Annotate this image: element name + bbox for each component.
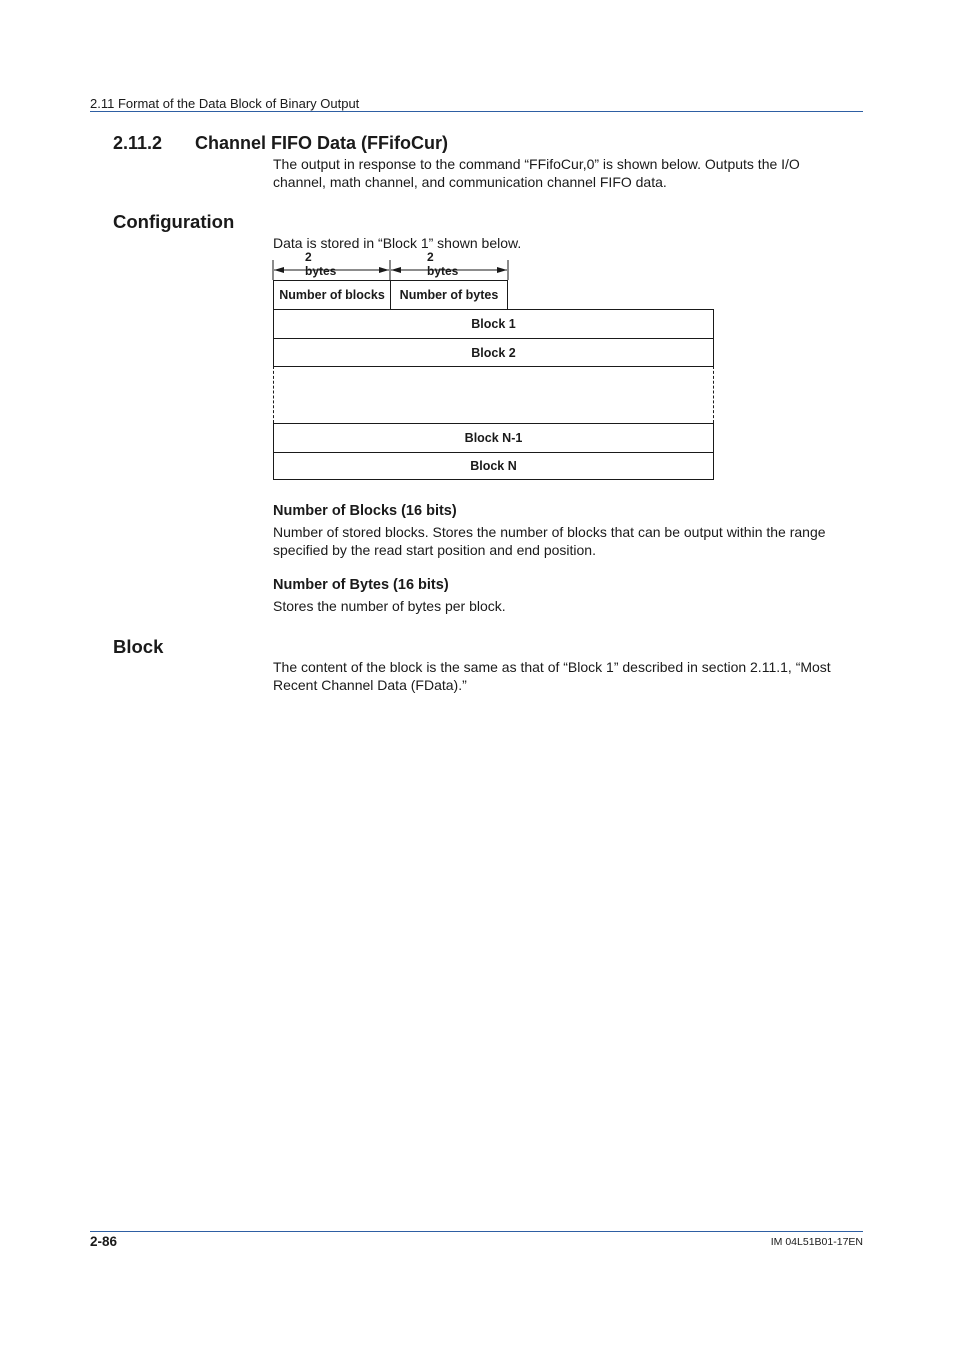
number-of-blocks-line-2: specified by the read start position and end position. xyxy=(273,542,596,558)
block-line-2: Recent Channel Data (FData).” xyxy=(273,677,467,693)
intro-line-1: The output in response to the command “FFifoCur,0” is shown below. Outputs the I/O xyxy=(273,156,800,172)
footer-rule xyxy=(90,1231,863,1232)
section-number: 2.11.2 xyxy=(113,133,163,153)
block-row-1: Block 1 xyxy=(273,309,714,339)
number-of-bytes-text: Stores the number of bytes per block. xyxy=(273,598,506,614)
gap-left-dashed xyxy=(273,366,274,423)
dimension-label-2: 2 bytes xyxy=(427,250,459,278)
page-number: 2-86 xyxy=(90,1234,118,1249)
number-of-blocks-line-1: Number of stored blocks. Stores the number of blocks that can be output within the range xyxy=(273,524,826,540)
number-of-bytes-heading: Number of Bytes (16 bits) xyxy=(273,577,449,593)
configuration-heading: Configuration xyxy=(113,211,235,232)
block-row-n: Block N xyxy=(273,452,714,480)
dimension-arrows xyxy=(268,258,514,282)
block-heading: Block xyxy=(113,636,164,657)
dimension-label-1: 2 bytes xyxy=(305,250,337,278)
gap-right-dashed xyxy=(713,366,714,423)
block-row-n-1: Block N-1 xyxy=(273,423,714,453)
number-of-blocks-field: Number of blocks xyxy=(273,280,391,310)
number-of-blocks-heading: Number of Blocks (16 bits) xyxy=(273,503,457,519)
number-of-bytes-field: Number of bytes xyxy=(390,280,508,310)
block-line-1: The content of the block is the same as that of “Block 1” described in section 2.11.1, “Most xyxy=(273,659,831,675)
section-title: Channel FIFO Data (FFifoCur) xyxy=(195,133,448,153)
intro-line-2: channel, math channel, and communication channel FIFO data. xyxy=(273,174,667,190)
block-row-2: Block 2 xyxy=(273,338,714,367)
running-header: 2.11 Format of the Data Block of Binary Output xyxy=(90,96,360,111)
document-id: IM 04L51B01-17EN xyxy=(770,1236,863,1248)
configuration-lead: Data is stored in “Block 1” shown below. xyxy=(273,235,522,251)
header-rule xyxy=(90,111,863,112)
